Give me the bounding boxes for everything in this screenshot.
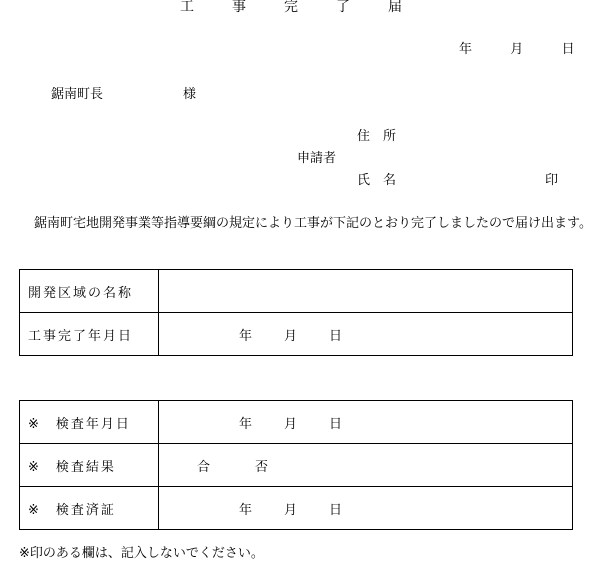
inspection-result-field[interactable] [159, 444, 573, 487]
title-char: 完 [284, 0, 298, 15]
inspection-table [19, 400, 573, 530]
addressee-name: 鋸南町長 [51, 87, 104, 102]
table-row [20, 444, 573, 487]
fail-option[interactable]: 否 [255, 459, 269, 475]
table-row [20, 487, 573, 530]
header-date [459, 43, 575, 56]
development-area-name-label: 開発区域の名称 [20, 270, 159, 313]
table-row [20, 313, 573, 356]
development-info-table [19, 269, 573, 356]
day-mark: 日 [329, 328, 343, 344]
title-char: 事 [232, 0, 246, 15]
month-mark: 月 [284, 328, 298, 344]
day-mark: 日 [329, 416, 343, 432]
table-row [20, 401, 573, 444]
title-char: 届 [388, 0, 402, 15]
year-mark: 年 [239, 416, 253, 432]
year-mark: 年 [239, 502, 253, 518]
month-mark: 月 [284, 416, 298, 432]
inspection-date-field[interactable] [159, 401, 573, 444]
applicant-name-label: 氏 名 [357, 173, 397, 188]
applicant-label: 申請者 [297, 151, 337, 166]
inspection-certificate-label: ※ 検査済証 [20, 487, 159, 530]
footnote: ※印のある欄は、記入しないでください。 [19, 546, 264, 561]
header-year: 年 [459, 42, 473, 57]
header-month: 月 [510, 42, 524, 57]
body-text: 鋸南町宅地開発事業等指導要綱の規定により工事が下記のとおり完了しましたので届け出ます。 [34, 216, 592, 231]
completion-date-field[interactable] [159, 313, 573, 356]
inspection-certificate-field[interactable] [159, 487, 573, 530]
year-mark: 年 [239, 328, 253, 344]
day-mark: 日 [329, 502, 343, 518]
header-day: 日 [561, 42, 575, 57]
development-area-name-field[interactable] [159, 270, 573, 313]
applicant-address-label: 住 所 [357, 129, 397, 144]
addressee-honorific: 様 [183, 87, 197, 102]
pass-option[interactable]: 合 [197, 459, 211, 475]
month-mark: 月 [284, 502, 298, 518]
completion-date-label: 工事完了年月日 [20, 313, 159, 356]
title-char: 工 [180, 0, 194, 15]
table-row [20, 270, 573, 313]
inspection-date-label: ※ 検査年月日 [20, 401, 159, 444]
document-title [180, 0, 440, 14]
title-char: 了 [336, 0, 350, 15]
seal-mark: 印 [545, 173, 559, 188]
inspection-result-label: ※ 検査結果 [20, 444, 159, 487]
